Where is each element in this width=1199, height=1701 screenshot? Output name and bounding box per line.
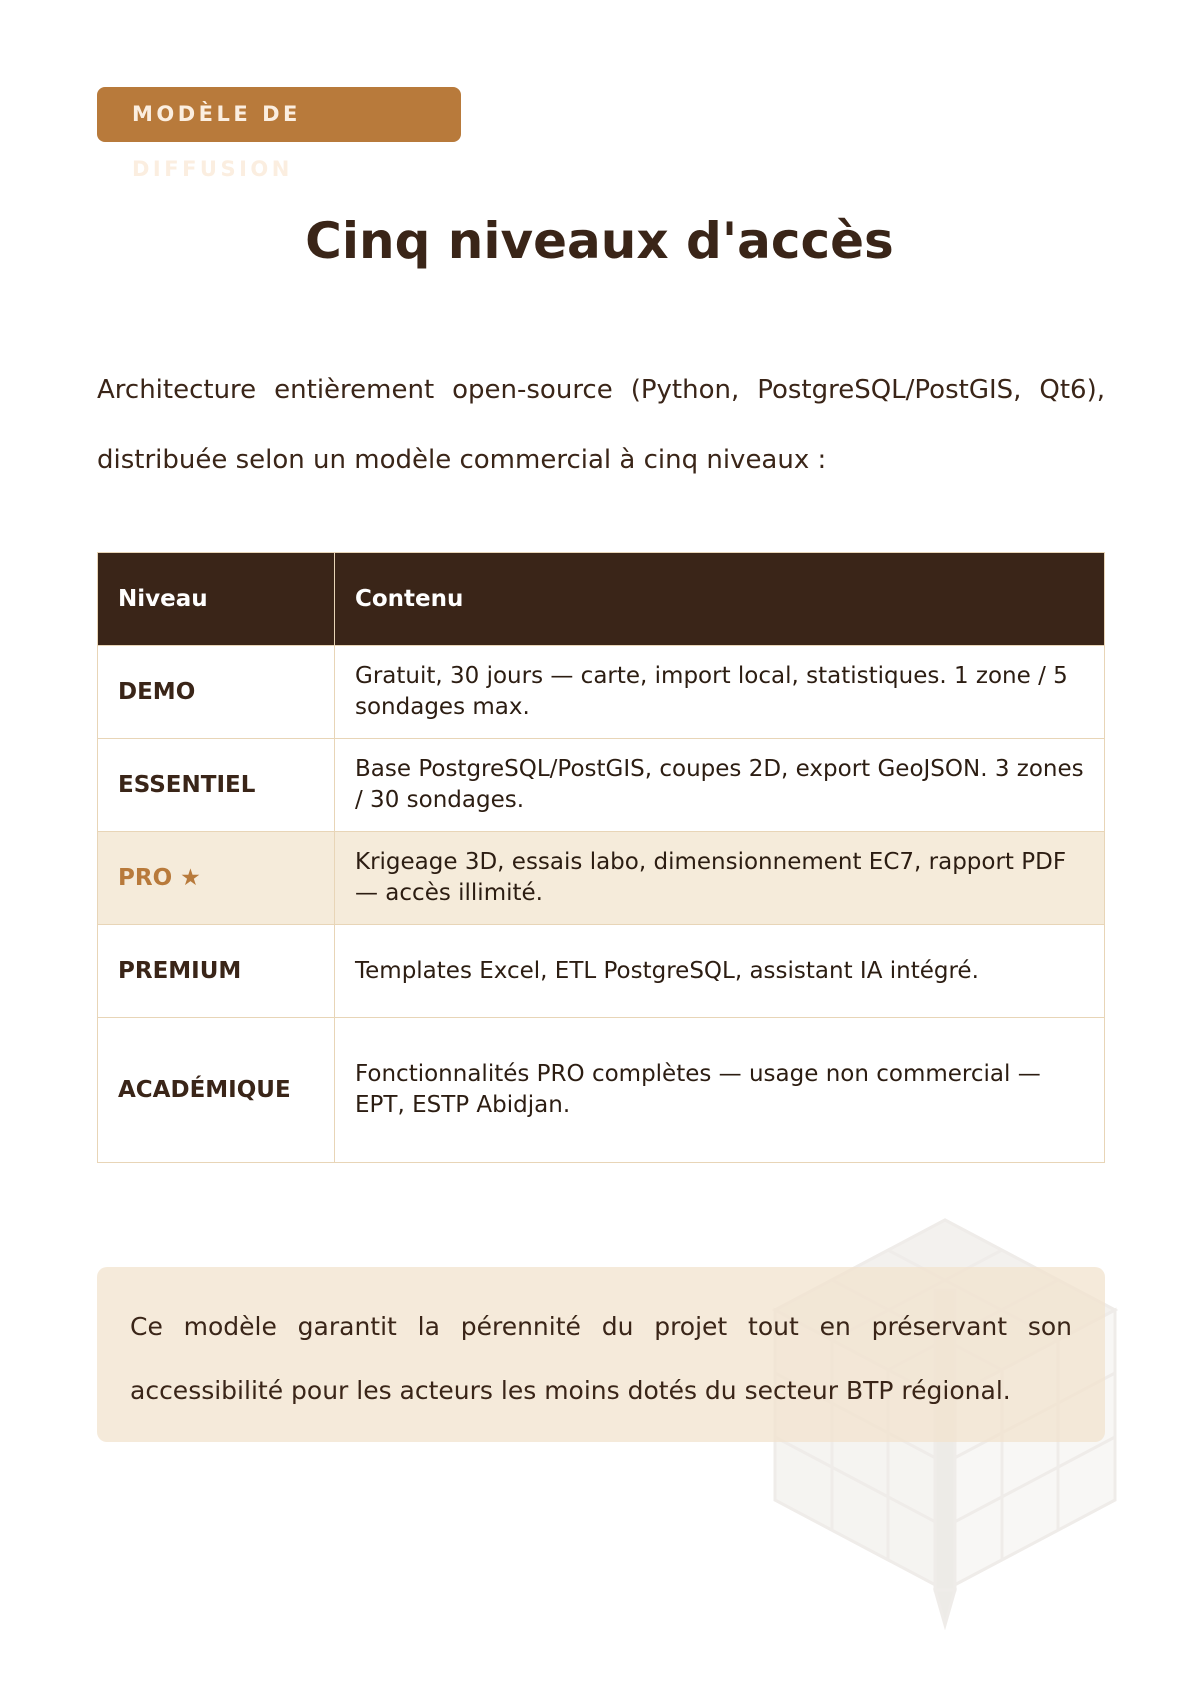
table-row-essentiel — [98, 739, 1105, 832]
level-cell: ESSENTIEL — [98, 739, 335, 832]
level-cell: PREMIUM — [98, 925, 335, 1018]
intro-paragraph: Architecture entièrement open-source (Python, PostgreSQL/PostGIS, Qt6), distribuée selon un modèle commercial à cinq niveaux : — [97, 375, 1105, 475]
page-title: Cinq niveaux d'accès — [305, 212, 894, 270]
section-badge: MODÈLE DE DIFFUSION — [97, 87, 461, 142]
content-cell: Fonctionnalités PRO complètes — usage non commercial — EPT, ESTP Abidjan. — [335, 1018, 1105, 1163]
access-levels-table — [97, 552, 1105, 1163]
level-cell: PRO ★ — [98, 832, 335, 925]
content-cell: Krigeage 3D, essais labo, dimensionnement EC7, rapport PDF — accès illimité. — [335, 832, 1105, 925]
table-row-pro — [98, 832, 1105, 925]
level-cell: ACADÉMIQUE — [98, 1018, 335, 1163]
content-cell: Gratuit, 30 jours — carte, import local, statistiques. 1 zone / 5 sondages max. — [335, 646, 1105, 739]
content-cell: Base PostgreSQL/PostGIS, coupes 2D, export GeoJSON. 3 zones / 30 sondages. — [335, 739, 1105, 832]
column-header-content: Contenu — [335, 553, 1105, 646]
table-row-premium — [98, 925, 1105, 1018]
table-row-demo — [98, 646, 1105, 739]
column-header-level: Niveau — [98, 553, 335, 646]
table-header-row — [98, 553, 1105, 646]
level-cell: DEMO — [98, 646, 335, 739]
summary-callout — [97, 1267, 1105, 1442]
table-row-academique — [98, 1018, 1105, 1163]
content-cell: Templates Excel, ETL PostgreSQL, assistant IA intégré. — [335, 925, 1105, 1018]
summary-text: Ce modèle garantit la pérennité du projet tout en préservant son accessibilité pour les acteurs les moins dotés du secteur BTP régional. — [130, 1312, 1072, 1405]
